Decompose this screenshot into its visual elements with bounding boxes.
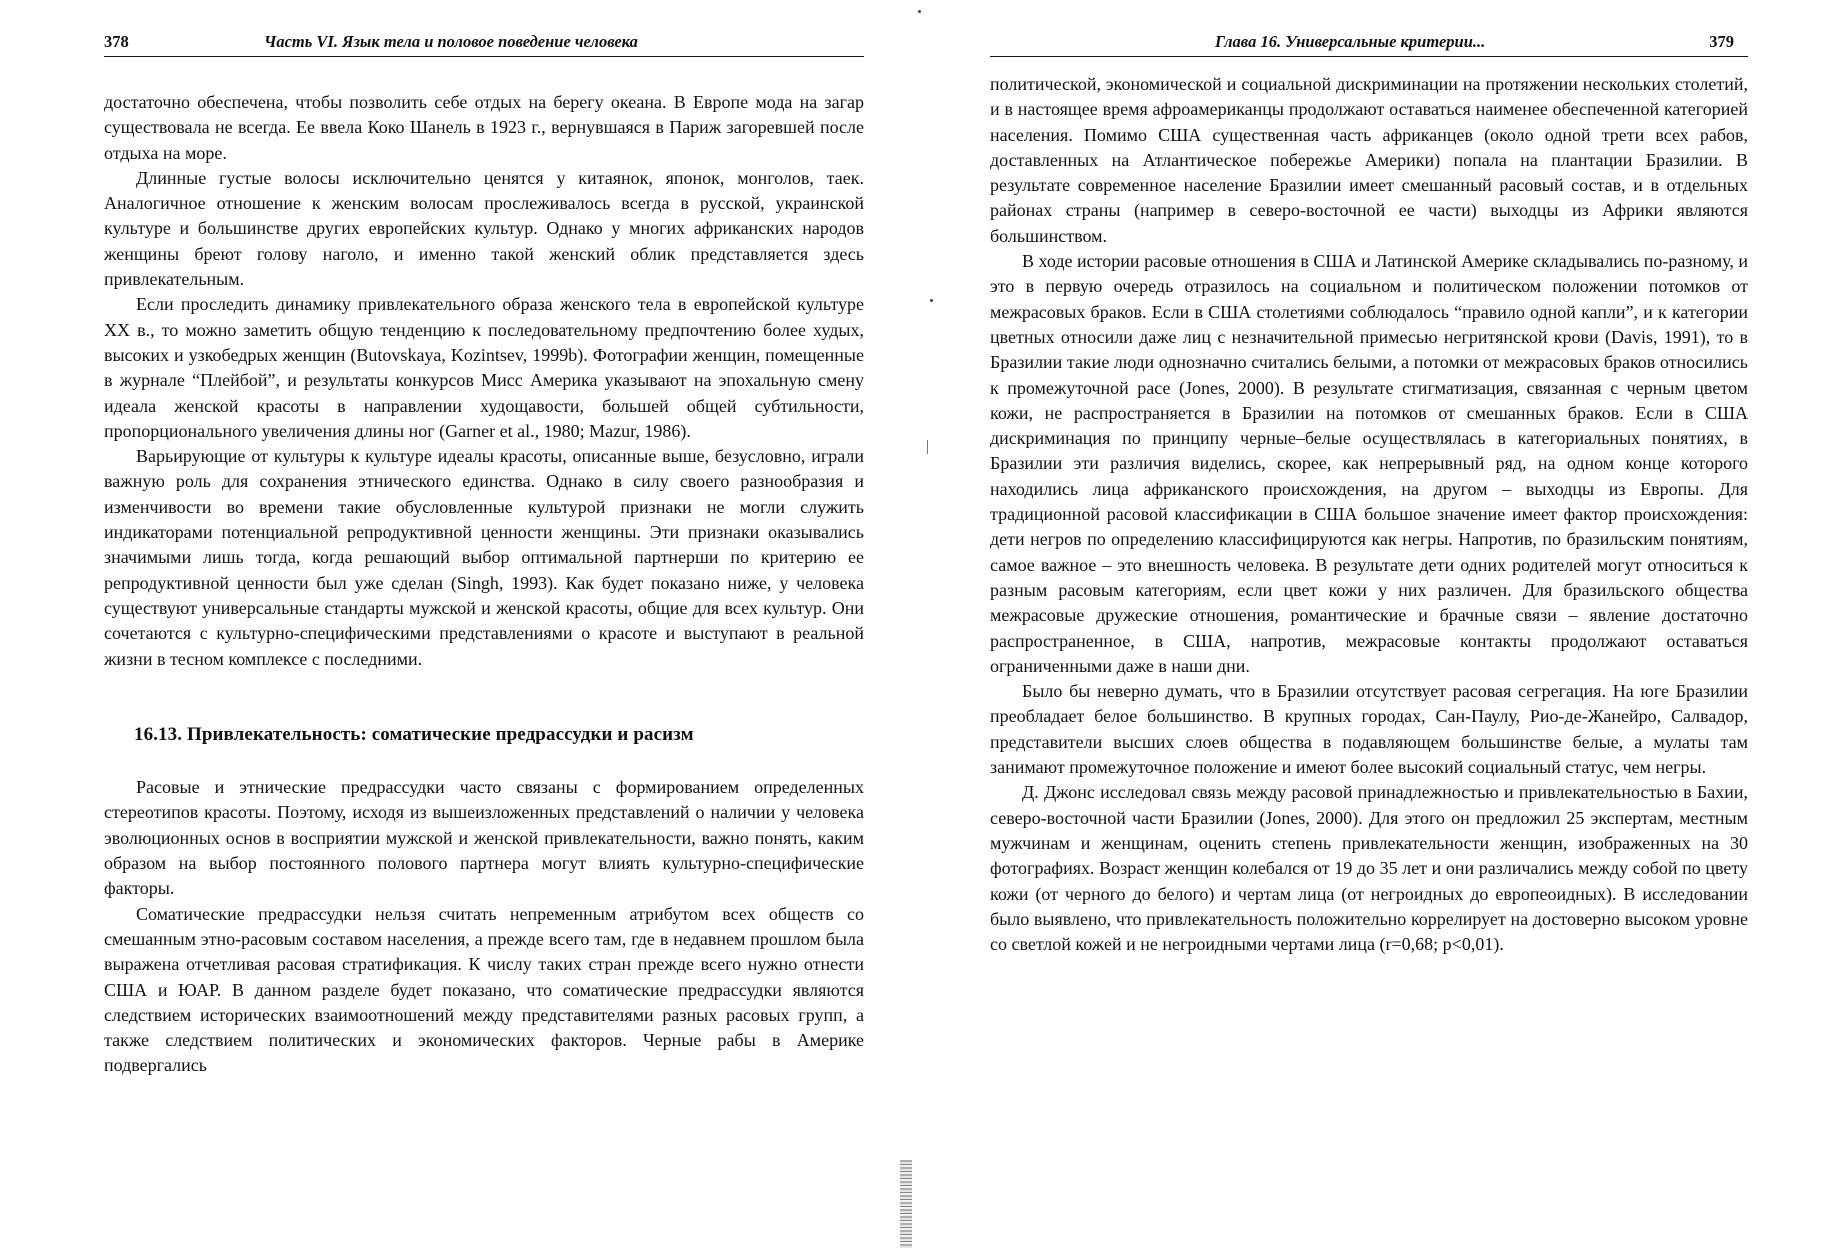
scan-mark: [927, 440, 928, 454]
paragraph: Соматические предрассудки нельзя считать непременным атрибутом всех обществ со смешанным этно-расовым составом населения, а прежде всего там, где в недавнем прошлом была выражена отчетливая расовая стратификация. К числу таких стран прежде всего нужно отнести США и ЮАР. В данном разделе будет показано, что соматические предрассудки являются следствием исторических взаимоотношений между представителями разных расовых групп, а также следствием политических и экономических факторов. Черные рабы в Америке подвергались: [104, 903, 864, 1076]
page-number: 378: [104, 32, 129, 51]
left-page-header: [104, 28, 864, 57]
paragraph: Длинные густые волосы исключительно ценятся у китаянок, японок, монголов, таек. Аналогичное отношение к женским волосам прослеживалось всегда в русской, украинской культуре и большинстве других европейских культур. Однако у многих африканских народов женщины бреют голову наголо, и именно такой женский облик представляется здесь привлекательным.: [104, 167, 864, 290]
paragraph: Было бы неверно думать, что в Бразилии отсутствует расовая сегрегация. На юге Бразилии преобладает белое большинство. В крупных городах, Сан-Паулу, Рио-де-Жанейро, Салвадор, представители высших слоев общества в подавляющем большинстве белые, а мулаты там занимают промежуточное положение и имеют более высокий социальный статус, чем негры.: [990, 681, 1748, 778]
right-page: [990, 28, 1748, 957]
section-heading: 16.13. Привлекательность: соматические предрассудки и расизм: [134, 723, 694, 745]
paragraph: достаточно обеспечена, чтобы позволить себе отдых на берегу океана. В Европе мода на загар существовала не всегда. Ее ввела Коко Шанель в 1923 г., вернувшаяся в Париж загоревшей после отдыха на море.: [104, 92, 864, 163]
paragraph: Расовые и этнические предрассудки часто связаны с формированием определенных стереотипов красоты. Поэтому, исходя из вышеизложенных представлений о наличии у человека эволюционных основ в восприятии мужской и женской привлекательности, важно понять, каким образом на выбор постоянного полового партнера могут влиять культурно-специфические факторы.: [104, 777, 864, 899]
scan-binding-edge: [900, 1160, 912, 1248]
left-page: [104, 28, 864, 1079]
paragraph: Д. Джонс исследовал связь между расовой принадлежностью и привлекательностью в Бахии, северо-восточной части Бразилии (Jones, 2000). Для этого он предложил 25 экспертам, местным мужчинам и женщинам, оценить степень привлекательности женщин, изображенных на 30 фотографиях. Возраст женщин колебался от 19 до 35 лет и они различались между собой по цвету кожи (от черного до белого) и чертам лица (от негроидных до европеоидных). В исследовании было выявлено, что привлекательность положительно коррелирует на достоверно высоком уровне со светлой кожей и не негроидными чертами лица (r=0,68; p<0,01).: [990, 782, 1748, 955]
running-title: Глава 16. Универсальные критерии...: [1215, 32, 1486, 51]
running-title: Часть VI. Язык тела и половое поведение человека: [264, 32, 638, 51]
paragraph: Варьирующие от культуры к культуре идеалы красоты, описанные выше, безусловно, играли важную роль для сохранения этнического единства. Однако в силу своего разнообразия и изменчивости во времени такие обусловленные культурой признаки не могли служить индикаторами потенциальной репродуктивной ценности женщины. Эти признаки оказывались значимыми лишь тогда, когда решающий выбор оптимальной партнерши по критерию ее репродуктивной ценности был уже сделан (Singh, 1993). Как будет показано ниже, у человека существуют универсальные стандарты мужской и женской красоты, общие для всех культур. Они сочетаются с культурно-специфическими представлениями о красоте и выступают в реальной жизни в тесном комплексе с последними.: [104, 446, 864, 669]
right-page-header: [990, 28, 1748, 57]
right-page-body: [990, 72, 1748, 957]
left-page-body: [104, 90, 864, 1079]
paragraph: политической, экономической и социальной дискриминации на протяжении нескольких столетий, и в настоящее время афроамериканцы продолжают оставаться наименее обеспеченной категорией населения. Помимо США существенная часть африканцев (около одной трети всех рабов, доставленных на Атлантическое побережье Америки) попала на плантации Бразилии. В результате современное население Бразилии имеет смешанный расовый состав, и в отдельных районах страны (например в северо-восточной ее части) выходцы из Африки являются большинством.: [990, 74, 1748, 246]
paragraph: В ходе истории расовые отношения в США и Латинской Америке складывались по-разному, и это в первую очередь отразилось на социальном и политическом положении потомков от межрасовых браков. Если в США столетиями соблюдалось “правило одной капли”, и к категории цветных относили даже лиц с незначительной примесью негритянской крови (Davis, 1991), то в Бразилии такие люди однозначно считались белыми, а потомки от межрасовых браков относились к промежуточной расе (Jones, 2000). В результате стигматизация, связанная с черным цветом кожи, не распространяется в Бразилии на потомков от смешанных браков. Если в США дискриминация по принципу черные–белые осуществлялась в категориальных понятиях, в Бразилии эти различия виделись, скорее, как непрерывный ряд, на одном конце которого находились лица африканского происхождения, на другом – выходцы из Европы. Для традиционной расовой классификации в США большое значение имеет фактор происхождения: дети негров по определению классифицируются как негры. Напротив, по бразильским понятиям, самое важное – это внешность человека. В результате дети одних родителей могут относиться к разным расовым категориям, если цвет кожи у них различен. Для бразильского общества межрасовые дружеские отношения, романтические и брачные связи – явление достаточно распространенное, в США, напротив, межрасовые контакты продолжают оставаться ограниченными даже в наши дни.: [990, 251, 1748, 676]
scan-speck: [918, 10, 921, 13]
page-number: 379: [1709, 32, 1734, 51]
scan-speck: [930, 299, 933, 302]
paragraph: Если проследить динамику привлекательного образа женского тела в европейской культуре XX в., то можно заметить общую тенденцию к последовательному предпочтению более худых, высоких и узкобедрых женщин (Butovskaya, Kozintsev, 1999b). Фотографии женщин, помещенные в журнале “Плейбой”, и результаты конкурсов Мисс Америка указывают на эпохальную смену идеала женской красоты в направлении худощавости, большей общей субтильности, пропорционального увеличения длины ног (Garner et al., 1980; Mazur, 1986).: [104, 294, 864, 441]
